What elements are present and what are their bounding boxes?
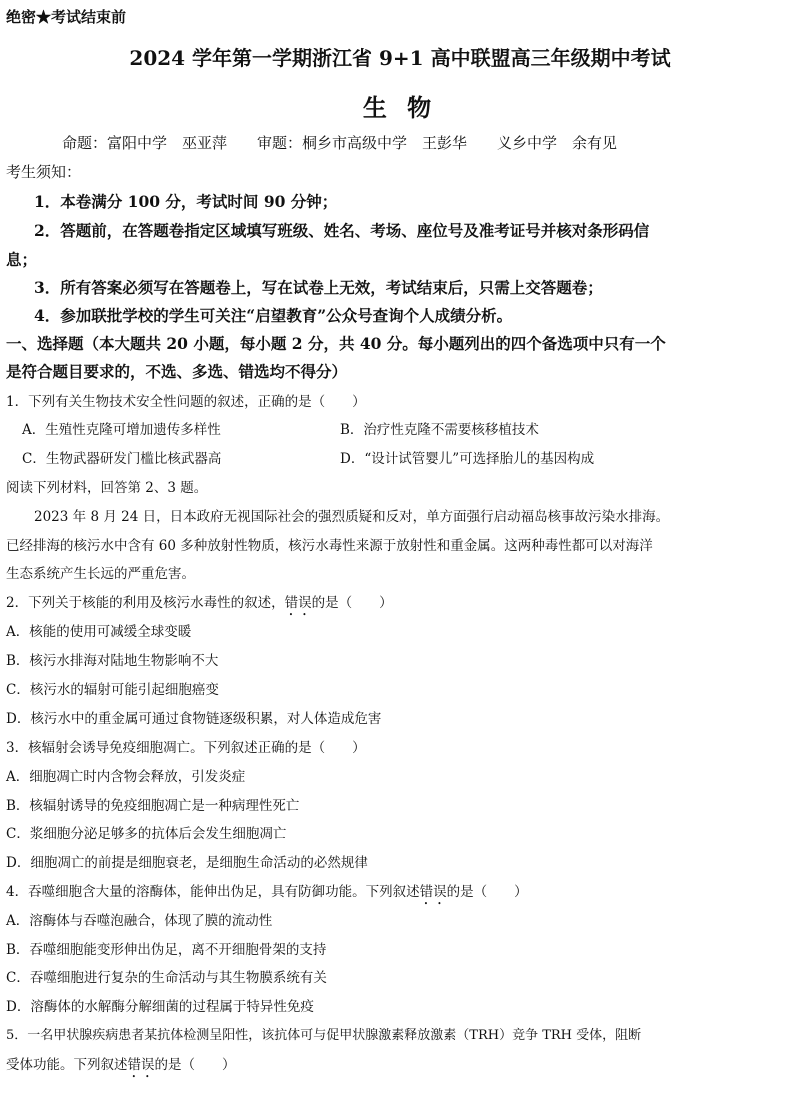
q5-stem-pre: 受体功能。下列叙述 [6,1057,128,1073]
exam-title: 2024 学年第一学期浙江省 9+1 高中联盟高三年级期中考试 [129,46,671,70]
q2-stem-post: 的是（ ） [311,595,393,611]
subject-title: 生 物 [362,93,438,122]
q3-option-b: B．核辐射诱导的免疫细胞凋亡是一种病理性死亡 [6,798,300,814]
q5-stem-post: 的是（ ） [154,1057,236,1073]
q4-option-c: C．吞噬细胞进行复杂的生命活动与其生物膜系统有关 [6,970,327,986]
confidential-label: 绝密★考试结束前 [6,8,127,26]
notice-item-3: 3．所有答案必须写在答题卷上，写在试卷上无效，考试结束后，只需上交答题卷； [34,278,603,297]
notice-heading: 考生须知： [6,163,82,181]
q5-stem-line-2 [6,1053,236,1081]
notice-item-4: 4．参加联批学校的学生可关注“启望教育”公众号查询个人成绩分析。 [34,306,513,325]
q1-option-b: B．治疗性克隆不需要核移植技术 [340,422,539,438]
section-instructions-2: 是符合题目要求的，不选、多选、错选均不得分） [6,362,348,381]
q3-option-a: A．细胞凋亡时内含物会释放，引发炎症 [6,769,246,785]
notice-item-2-cont: 息； [6,250,38,269]
q4-option-d: D．溶酶体的水解酶分解细菌的过程属于特异性免疫 [6,999,314,1015]
notice-item-1: 1．本卷满分 100 分，考试时间 90 分钟； [34,192,338,211]
q4-stem-emphasis: 错误 [419,884,447,900]
q4-option-b: B．吞噬细胞能变形伸出伪足，离不开细胞骨架的支持 [6,942,327,958]
q1-option-a: A．生殖性克隆可增加遗传多样性 [22,422,221,438]
q4-option-a: A．溶酶体与吞噬泡融合，体现了膜的流动性 [6,913,273,929]
q3-stem: 3．核辐射会诱导免疫细胞凋亡。下列叙述正确的是（ ） [6,740,366,756]
q2-option-a: A．核能的使用可减缓全球变暖 [6,624,192,640]
q2-option-b: B．核污水排海对陆地生物影响不大 [6,653,219,669]
section-instructions-1: 一、选择题（本大题共 20 小题，每小题 2 分，共 40 分。每小题列出的四个备选项中只有一个 [6,334,666,353]
q3-option-c: C．浆细胞分泌足够多的抗体后会发生细胞凋亡 [6,826,287,842]
q2-option-c: C．核污水的辐射可能引起细胞癌变 [6,682,219,698]
authors-line: 命题：富阳中学 巫亚萍 审题：桐乡市高级中学 王彭华 义乡中学 余有见 [62,134,618,152]
q4-stem-pre: 4．吞噬细胞含大量的溶酶体，能伸出伪足，具有防御功能。下列叙述 [6,884,420,900]
q3-option-d: D．细胞凋亡的前提是细胞衰老，是细胞生命活动的必然规律 [6,855,368,871]
q1-option-c: C．生物武器研发门槛比核武器高 [22,451,222,467]
notice-item-2: 2．答题前，在答题卷指定区域填写班级、姓名、考场、座位号及准考证号并核对条形码信 [34,221,650,240]
q2-stem-pre: 2．下列关于核能的利用及核污水毒性的叙述， [6,595,285,611]
material-text-1: 2023 年 8 月 24 日，日本政府无视国际社会的强烈质疑和反对，单方面强行启动福岛核事故污染水排海。 [34,509,670,525]
q4-stem [6,880,528,908]
q5-stem-line-1: 5．一名甲状腺疾病患者某抗体检测呈阳性，该抗体可与促甲状腺激素释放激素（TRH）竞争 TRH 受体，阻断 [6,1028,642,1043]
q2-stem [6,591,393,619]
material-text-3: 生态系统产生长远的严重危害。 [6,566,195,582]
material-text-2: 已经排海的核污水中含有 60 多种放射性物质，核污水毒性来源于放射性和重金属。这两种毒性都可以对海洋 [6,538,653,554]
q1-option-d: D．“设计试管婴儿”可选择胎儿的基因构成 [340,451,595,467]
q1-stem: 1．下列有关生物技术安全性问题的叙述，正确的是（ ） [6,394,366,410]
q4-stem-post: 的是（ ） [446,884,528,900]
material-intro: 阅读下列材料，回答第 2、3 题。 [6,480,208,496]
q5-stem-emphasis: 错误 [127,1057,155,1073]
q2-stem-emphasis: 错误 [284,595,312,611]
q2-option-d: D．核污水中的重金属可通过食物链逐级积累，对人体造成危害 [6,711,382,727]
